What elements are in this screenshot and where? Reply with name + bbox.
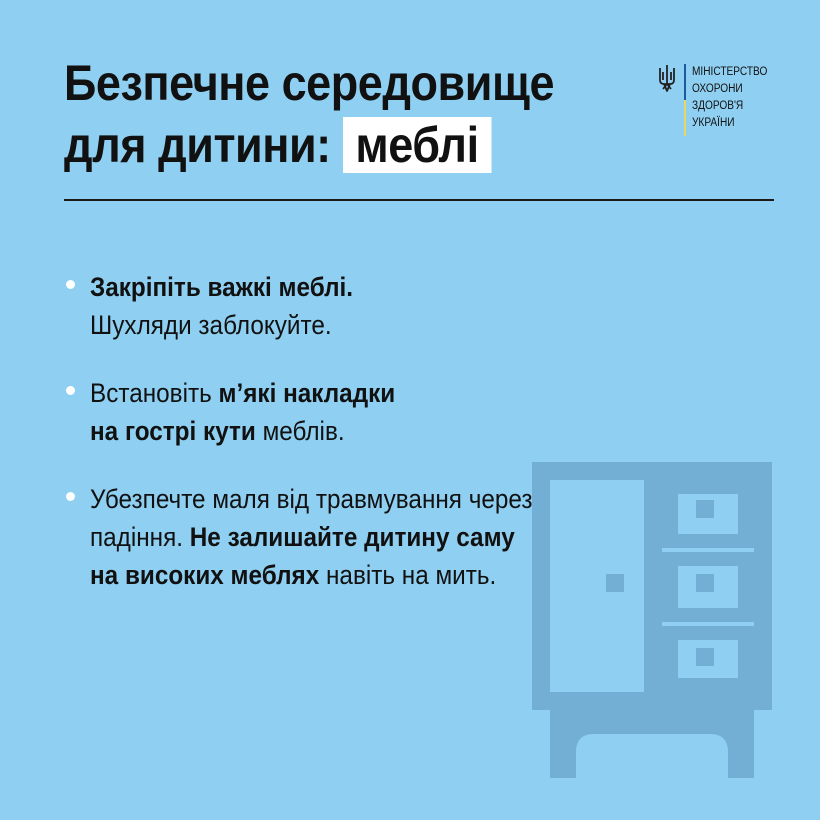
title-line-1: Безпечне середовище (64, 55, 555, 111)
tip-text-bold: на гострі кути (90, 416, 256, 446)
tip-text-bold: на високих меблях (90, 560, 320, 590)
tip-line (90, 412, 643, 450)
tip-line (90, 556, 643, 594)
bullet-dot (66, 492, 75, 501)
logo-divider (684, 64, 686, 136)
ministry-name-line: МІНІСТЕРСТВО (692, 66, 768, 78)
ministry-name-line: ОХОРОНИ (692, 83, 743, 95)
divider-line (64, 199, 774, 201)
ministry-name-line: ЗДОРОВ'Я (692, 100, 744, 112)
ministry-name-line: УКРАЇНИ (692, 117, 735, 129)
tip-line (90, 374, 643, 412)
ministry-name (692, 64, 767, 132)
tip-line (90, 518, 643, 556)
bullet-dot (66, 280, 75, 289)
list-item (64, 268, 704, 344)
tip-text: Убезпечте маля від травмування через (90, 484, 533, 514)
title-highlight: меблі (343, 117, 491, 173)
tip-text: падіння. (90, 522, 190, 552)
list-item (64, 480, 704, 594)
trident-icon (658, 64, 676, 92)
tip-text: меблів. (255, 416, 345, 446)
tip-line (90, 306, 643, 344)
tip-line (90, 268, 643, 306)
title-line-2-text: для дитини: (64, 117, 331, 173)
tips-list (64, 268, 704, 624)
tip-text-bold: Закріпіть важкі меблі. (90, 272, 354, 302)
page-title (64, 52, 554, 176)
tip-text: Встановіть (90, 378, 219, 408)
list-item (64, 374, 704, 450)
tip-text: Шухляди заблокуйте. (90, 310, 332, 340)
tip-line (90, 480, 643, 518)
tip-text: навіть на мить. (319, 560, 497, 590)
ministry-logo (658, 64, 778, 136)
bullet-dot (66, 386, 75, 395)
title-line-2 (64, 114, 554, 176)
tip-text-bold: Не залишайте дитину саму (189, 522, 515, 552)
tip-text-bold: м’які накладки (218, 378, 396, 408)
